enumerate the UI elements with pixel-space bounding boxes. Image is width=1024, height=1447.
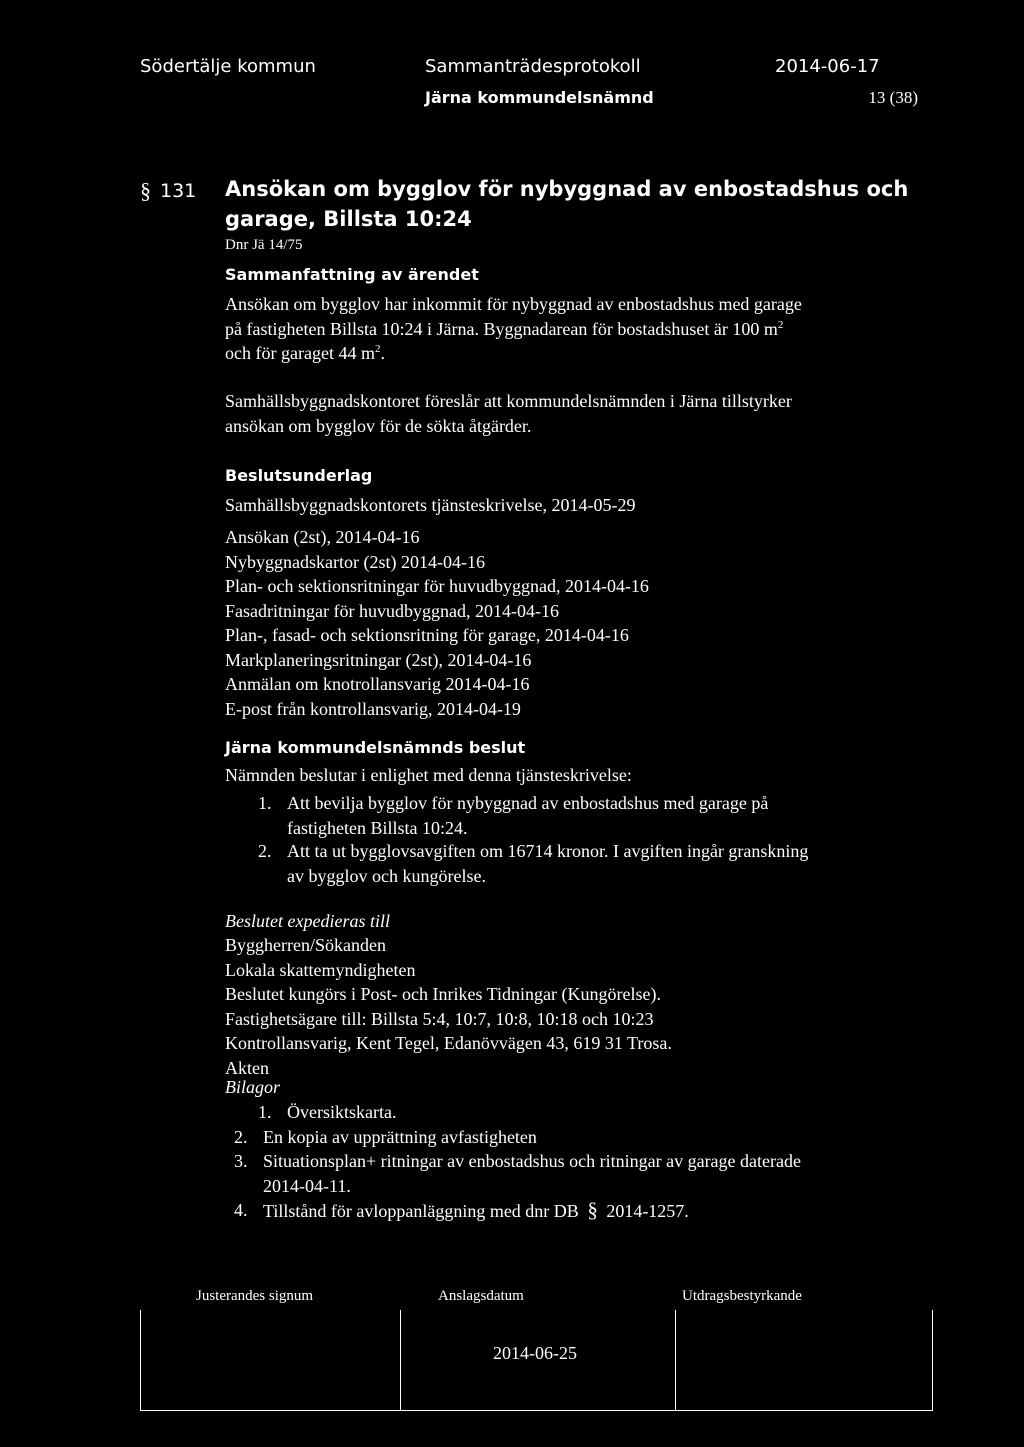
dispatch-line: Lokala skattemyndigheten bbox=[225, 959, 416, 980]
basis-item: Plan- och sektionsritningar för huvudbyggnad, 2014-04-16 bbox=[225, 576, 649, 596]
decision-heading: Järna kommundelsnämnds beslut bbox=[225, 738, 526, 757]
summary-line: Ansökan om bygglov har inkommit för nybyggnad av enbostadshus med garage bbox=[225, 294, 802, 314]
summary-line: Samhällsbyggnadskontoret föreslår att kommundelsnämnden i Järna tillstyrker bbox=[225, 391, 792, 411]
attachment-number: 4. bbox=[234, 1200, 248, 1220]
basis-item: Ansökan (2st), 2014-04-16 bbox=[225, 527, 420, 547]
committee-name: Järna kommundelsnämnd bbox=[425, 88, 654, 107]
decision-item-number: 2. bbox=[258, 841, 272, 861]
dispatch-line: Akten bbox=[225, 1057, 269, 1078]
attachment-item: Översiktskarta. bbox=[287, 1102, 397, 1122]
dispatch-heading: Beslutet expedieras till bbox=[225, 911, 390, 931]
summary-line: och för garaget 44 $m^2$. bbox=[225, 343, 385, 363]
dispatch-line: Beslutet kungörs i Post- och Inrikes Tidningar (Kungörelse). bbox=[225, 984, 661, 1004]
footer-posting-date: 2014-06-25 bbox=[493, 1343, 577, 1363]
section-number: 131 bbox=[160, 180, 197, 202]
attachment-item: Situationsplan+ ritningar av enbostadshus och ritningar av garage daterade 2014-04-11. bbox=[263, 1151, 801, 1196]
basis-item: Anmälan om knotrollansvarig 2014-04-16 bbox=[225, 674, 530, 694]
basis-list bbox=[225, 525, 649, 721]
page-number: 13 (38) bbox=[868, 88, 918, 107]
attachment-number: 3. bbox=[234, 1151, 248, 1171]
footer-box-divider bbox=[675, 1310, 676, 1411]
footer-posting-date-label: Anslagsdatum bbox=[438, 1288, 524, 1304]
section-symbol: § bbox=[140, 178, 151, 203]
decision-item: Att bevilja bygglov för nybyggnad av enbostadshus med garage på fastigheten Billsta 10:24. bbox=[287, 793, 769, 838]
basis-heading: Beslutsunderlag bbox=[225, 466, 373, 485]
basis-item: Nybyggnadskartor (2st) 2014-04-16 bbox=[225, 551, 485, 572]
document-type: Sammanträdesprotokoll bbox=[425, 56, 641, 77]
footer-box-left-border bbox=[140, 1310, 141, 1411]
section-title-line1: Ansökan om bygglov för nybyggnad av enbostadshus och bbox=[225, 177, 909, 201]
summary-line: på fastigheten Billsta 10:24 i Järna. Byggnadarean för bostadshuset är 100 $m^2$ bbox=[225, 318, 784, 339]
dispatch-line: Kontrollansvarig, Kent Tegel, Edanövvägen 43, 619 31 Trosa. bbox=[225, 1033, 672, 1053]
attachment-item: En kopia av upprättning avfastigheten bbox=[263, 1127, 537, 1147]
dispatch-line: Byggherren/Sökanden bbox=[225, 935, 386, 955]
document-date: 2014-06-17 bbox=[775, 56, 880, 77]
basis-item: Samhällsbyggnadskontorets tjänsteskrivelse, 2014-05-29 bbox=[225, 495, 636, 515]
municipality-name: Södertälje kommun bbox=[140, 56, 316, 77]
summary-heading: Sammanfattning av ärendet bbox=[225, 265, 479, 284]
footer-box-divider bbox=[400, 1310, 401, 1411]
decision-item: Att ta ut bygglovsavgiften om 16714 kronor. I avgiften ingår granskning av bygglov och kungörelse. bbox=[287, 841, 809, 886]
attachment-item: Tillstånd för avloppanläggning med dnr DB § 2014-1257. bbox=[263, 1198, 689, 1222]
section-title-line2: garage, Billsta 10:24 bbox=[225, 207, 472, 231]
basis-item: Markplaneringsritningar (2st), 2014-04-16 bbox=[225, 649, 532, 670]
attachment-number: 2. bbox=[234, 1127, 248, 1147]
summary-paragraph-2 bbox=[225, 389, 792, 438]
dispatch-line: Fastighetsägare till: Billsta 5:4, 10:7, 10:8, 10:18 och 10:23 bbox=[225, 1008, 654, 1029]
basis-item: E-post från kontrollansvarig, 2014-04-19 bbox=[225, 698, 521, 719]
decision-item-number: 1. bbox=[258, 793, 272, 813]
basis-item: Plan-, fasad- och sektionsritning för garage, 2014-04-16 bbox=[225, 625, 629, 645]
decision-intro: Nämnden beslutar i enlighet med denna tjänsteskrivelse: bbox=[225, 765, 632, 785]
basis-item: Fasadritningar för huvudbyggnad, 2014-04-16 bbox=[225, 600, 559, 621]
dispatch-list bbox=[225, 933, 672, 1080]
attachment-number: 1. bbox=[258, 1102, 272, 1122]
footer-box-right-border bbox=[932, 1310, 933, 1411]
footer-box-bottom-border bbox=[140, 1410, 933, 1411]
attachments-heading: Bilagor bbox=[225, 1077, 281, 1097]
summary-line: ansökan om bygglov för de sökta åtgärder. bbox=[225, 415, 532, 436]
footer-certification-label: Utdragsbestyrkande bbox=[682, 1288, 802, 1304]
summary-paragraph-1 bbox=[225, 292, 802, 366]
footer-signum-label: Justerandes signum bbox=[196, 1288, 314, 1304]
diary-number: Dnr Jä 14/75 bbox=[225, 237, 303, 253]
section-symbol: § bbox=[587, 1198, 598, 1222]
